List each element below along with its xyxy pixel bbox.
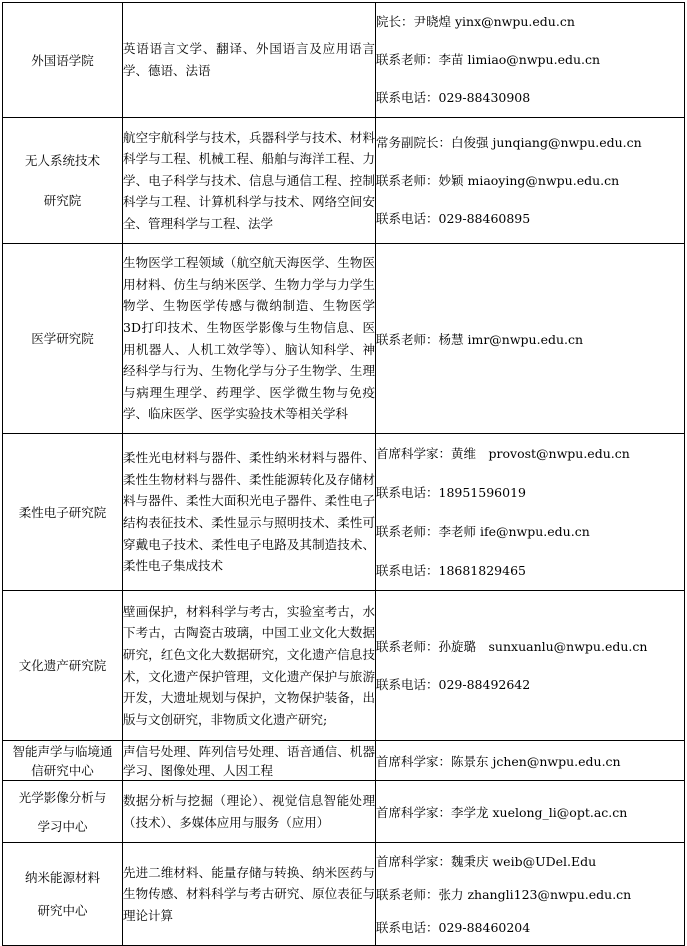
contact-cell — [376, 118, 685, 244]
college-name-cell — [3, 591, 123, 741]
table-row — [3, 781, 685, 843]
contact-line: 首席科学家：黄维 provost@nwpu.edu.cn — [376, 446, 630, 461]
college-name-cell — [3, 118, 123, 244]
research-fields: 声信号处理、阵列信号处理、语音通信、机器学习、图像处理、人因工程 — [123, 743, 375, 778]
contact-cell — [376, 244, 685, 434]
college-name: 光学影像分析与 — [18, 789, 107, 805]
college-name-cell — [3, 843, 123, 946]
contact-line: 联系电话：029-88492642 — [376, 676, 531, 692]
research-fields-cell — [123, 434, 376, 591]
table-row — [3, 843, 685, 946]
research-fields: 英语语言文学、翻译、外国语言及应用语言学、德语、法语 — [123, 41, 375, 78]
research-fields-cell — [123, 3, 376, 118]
college-name-cell — [3, 781, 123, 843]
contact-line: 院长：尹晓煌 yinx@nwpu.edu.cn — [376, 14, 575, 29]
college-name: 外国语学院 — [31, 52, 94, 68]
college-name: 医学研究院 — [31, 331, 94, 346]
contact-line: 联系老师：妙颖 miaoying@nwpu.edu.cn — [376, 172, 620, 188]
college-name: 学习中心 — [37, 818, 88, 834]
table-row — [3, 118, 685, 244]
table-row — [3, 3, 685, 118]
research-fields-cell — [123, 741, 376, 781]
college-name-cell — [3, 741, 123, 781]
college-name: 柔性电子研究院 — [18, 504, 107, 520]
contact-line: 联系老师：孙旋璐 sunxuanlu@nwpu.edu.cn — [376, 638, 648, 654]
contact-cell — [376, 781, 685, 843]
contact-line: 联系老师：李苗 limiao@nwpu.edu.cn — [376, 52, 601, 67]
college-name-cell — [3, 3, 123, 118]
contact-line: 常务副院长：白俊强 junqiang@nwpu.edu.cn — [376, 134, 642, 150]
college-name: 研究院 — [43, 192, 82, 208]
research-fields: 先进二维材料、能量存储与转换、纳米医药与生物传感、材料科学与考古研究、原位表征与理论计算 — [123, 864, 375, 923]
college-name: 纳米能源材料 — [24, 870, 100, 885]
table-row — [3, 741, 685, 781]
contact-cell — [376, 3, 685, 118]
table-row — [3, 434, 685, 591]
college-name-cell — [3, 434, 123, 591]
contact-line: 联系电话：029-88460204 — [376, 919, 531, 935]
college-name-cell — [3, 244, 123, 434]
college-name: 智能声学与临境通 — [12, 743, 113, 759]
contact-line: 首席科学家：魏秉庆 weib@UDel.Edu — [376, 853, 597, 869]
contact-line: 联系老师：杨慧 imr@nwpu.edu.cn — [376, 331, 584, 347]
contact-cell — [376, 434, 685, 591]
table-row — [3, 244, 685, 434]
contact-line: 首席科学家：李学龙 xuelong_li@opt.ac.cn — [376, 804, 628, 820]
college-name: 信研究中心 — [31, 762, 94, 778]
contact-line: 联系老师：张力 zhangli123@nwpu.edu.cn — [376, 886, 632, 902]
research-fields: 生物医学工程领域（航空航天海医学、生物医用材料、仿生与纳米医学、生物力学与力学生物学、生物医学传感与微纳制造、生物医学3D打印技术、生物医学影像与生物信息、医用机器人、人机工效学等）、脑认知科学、神经科学与行为、生物化学与分子生物学、生理与病理生理学、药理学、医学微生物与免疫学、临床医学、医学实验技术等相关学科 — [123, 255, 375, 422]
college-name: 文化遗产研究院 — [18, 658, 107, 673]
research-fields-cell — [123, 591, 376, 741]
research-fields-cell — [123, 843, 376, 946]
contact-line: 联系老师：李老师 ife@nwpu.edu.cn — [376, 524, 590, 539]
contact-line: 联系电话：029-88430908 — [376, 90, 531, 105]
contact-cell — [376, 843, 685, 946]
college-name: 无人系统技术 — [24, 152, 100, 168]
research-fields-cell — [123, 244, 376, 434]
contact-cell — [376, 591, 685, 741]
contact-line: 联系电话：18681829465 — [376, 563, 526, 578]
research-fields: 壁画保护，材料科学与考古，实验室考古，水下考古，古陶瓷古玻璃，中国工业文化大数据研究，红色文化大数据研究，文化遗产信息技术，文化遗产保护管理，文化遗产保护与旅游开发，大遗址规划与保护，文物保护装备，出版与文创研究，非物质文化遗产研究; — [123, 603, 375, 727]
contact-line: 联系电话：029-88460895 — [376, 210, 531, 226]
table-row — [3, 591, 685, 741]
contact-line: 联系电话：18951596019 — [376, 485, 526, 500]
research-fields: 数据分析与挖掘（理论）、视觉信息智能处理（技术）、多媒体应用与服务（应用） — [123, 792, 375, 830]
research-fields-cell — [123, 118, 376, 244]
research-fields-cell — [123, 781, 376, 843]
college-name: 研究中心 — [37, 903, 88, 918]
research-fields: 航空宇航科学与技术，兵器科学与技术、材料科学与工程、机械工程、船舶与海洋工程、力学、电子科学与技术、信息与通信工程、控制科学与工程、计算机科学与技术、网络空间安全、管理科学与工程、法学 — [123, 129, 375, 231]
contact-line: 首席科学家：陈景东 jchen@nwpu.edu.cn — [376, 753, 621, 769]
contact-cell — [376, 741, 685, 781]
college-contact-table — [2, 2, 685, 946]
research-fields: 柔性光电材料与器件、柔性纳米材料与器件、柔性生物材料与器件、柔性能源转化及存储材料与器件、柔性大面积光电子器件、柔性电子结构表征技术、柔性显示与照明技术、柔性可穿戴电子技术、柔性电子电路及其制造技术、柔性电子集成技术 — [123, 450, 375, 574]
